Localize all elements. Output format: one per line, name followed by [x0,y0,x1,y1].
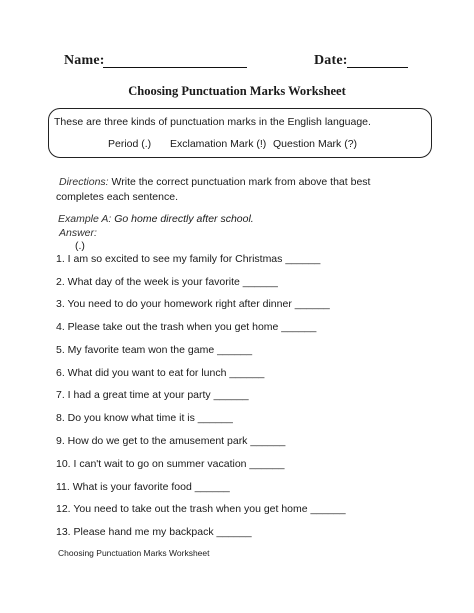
example-label: Example A: [58,213,112,225]
name-field[interactable] [103,67,247,68]
date-label: Date: [314,53,348,68]
page-title: Choosing Punctuation Marks Worksheet [128,84,346,98]
name-label: Name: [64,53,105,68]
question-4: 4. Please take out the trash when you get home ______ [56,321,317,333]
example-line [58,213,254,225]
question-6: 6. What did you want to eat for lunch ______ [56,367,265,379]
directions-text-1: Write the correct punctuation mark from above that best [111,176,371,188]
answer-value: (.) [75,240,85,252]
question-11: 11. What is your favorite food ______ [56,481,230,493]
directions-line-2: completes each sentence. [56,191,178,203]
info-box-intro: These are three kinds of punctuation marks in the English language. [54,116,371,128]
question-1: 1. I am so excited to see my family for Christmas ______ [56,253,321,265]
question-13: 13. Please hand me my backpack ______ [56,526,252,538]
footer-text: Choosing Punctuation Marks Worksheet [58,548,210,558]
directions-line-1 [59,176,370,188]
question-2: 2. What day of the week is your favorite ______ [56,276,278,288]
question-3: 3. You need to do your homework right after dinner ______ [56,298,330,310]
example-sentence: Go home directly after school. [114,213,254,225]
question-7: 7. I had a great time at your party ______ [56,389,249,401]
answer-label [59,227,97,239]
question-8: 8. Do you know what time it is ______ [56,412,233,424]
mark-question: Question Mark (?) [273,138,358,150]
question-10: 10. I can't wait to go on summer vacation ______ [56,458,285,470]
mark-exclamation: Exclamation Mark (!) [170,138,267,150]
answer-label-text: Answer: [59,227,97,239]
mark-period: Period (.) [108,138,152,150]
directions-label: Directions: [59,176,109,188]
question-12: 12. You need to take out the trash when you get home ______ [56,503,346,515]
date-field[interactable] [347,67,408,68]
question-5: 5. My favorite team won the game ______ [56,344,253,356]
question-9: 9. How do we get to the amusement park ______ [56,435,286,447]
